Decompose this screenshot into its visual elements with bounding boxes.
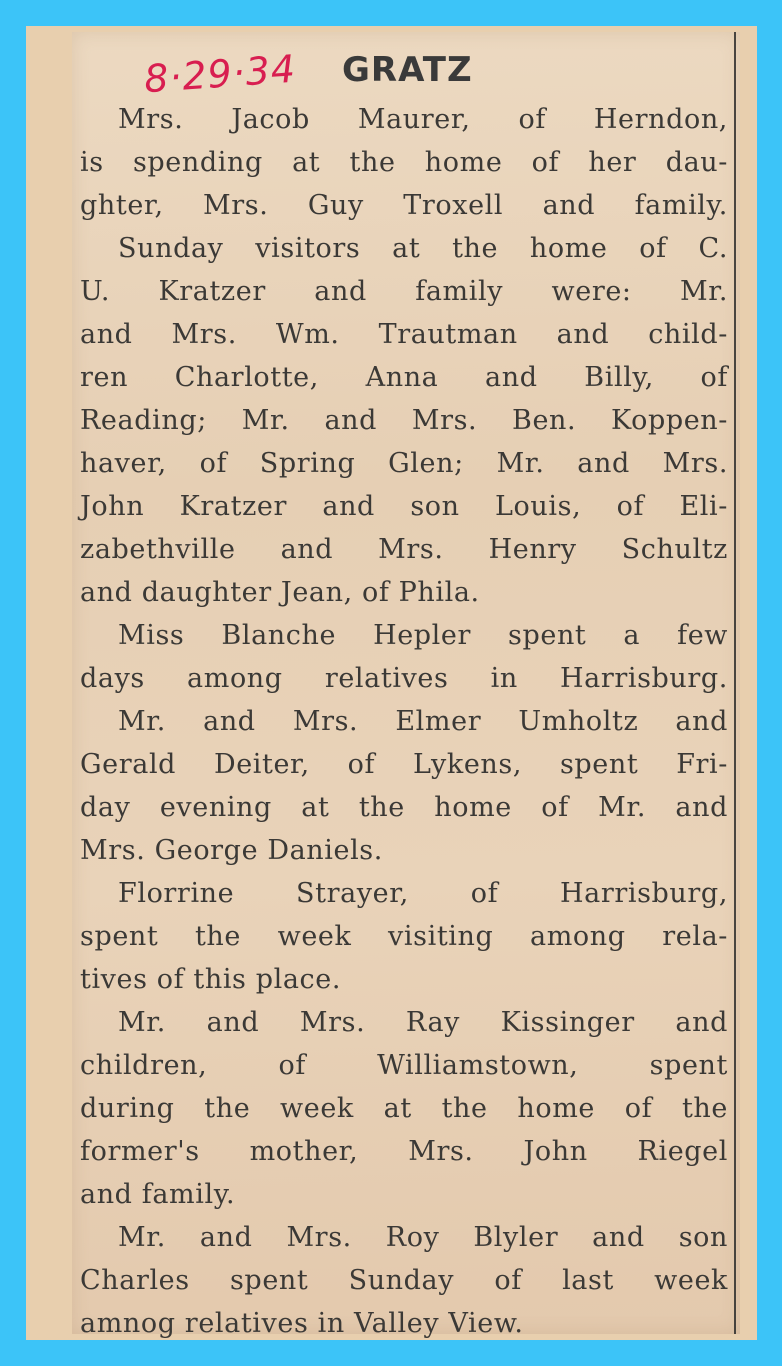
text-line: Mrs. Jacob Maurer, of Herndon, bbox=[118, 104, 728, 135]
text-line: spent the week visiting among rela- bbox=[80, 921, 728, 952]
text-line: ghter, Mrs. Guy Troxell and family. bbox=[80, 190, 728, 221]
paragraph-6 bbox=[80, 1001, 728, 1216]
text-line: Mr. and Mrs. Ray Kissinger and bbox=[118, 1007, 728, 1038]
text-line: Reading; Mr. and Mrs. Ben. Koppen- bbox=[80, 405, 728, 436]
text-line: Mr. and Mrs. Elmer Umholtz and bbox=[118, 706, 728, 737]
text-line: Mrs. George Daniels. bbox=[80, 835, 383, 866]
text-line: Gerald Deiter, of Lykens, spent Fri- bbox=[80, 749, 728, 780]
text-line: children, of Williamstown, spent bbox=[80, 1050, 728, 1081]
paragraph-5 bbox=[80, 872, 728, 1001]
text-line: Mr. and Mrs. Roy Blyler and son bbox=[118, 1222, 728, 1253]
handwritten-date: 8·29·34 bbox=[142, 46, 298, 102]
text-line: U. Kratzer and family were: Mr. bbox=[80, 276, 728, 307]
text-line: and daughter Jean, of Phila. bbox=[80, 577, 480, 608]
paragraph-7 bbox=[80, 1216, 728, 1345]
text-line: Miss Blanche Hepler spent a few bbox=[118, 620, 728, 651]
headline: GRATZ bbox=[342, 50, 473, 90]
text-line: Florrine Strayer, of Harrisburg, bbox=[118, 878, 728, 909]
text-line: during the week at the home of the bbox=[80, 1093, 728, 1124]
text-line: Charles spent Sunday of last week bbox=[80, 1265, 728, 1296]
text-line: amnog relatives in Valley View. bbox=[80, 1308, 524, 1339]
text-line: tives of this place. bbox=[80, 964, 341, 995]
paragraph-3 bbox=[80, 614, 728, 700]
text-line: day evening at the home of Mr. and bbox=[80, 792, 728, 823]
column-rule bbox=[734, 32, 736, 1334]
text-line: days among relatives in Harrisburg. bbox=[80, 663, 728, 694]
text-line: Sunday visitors at the home of C. bbox=[118, 233, 728, 264]
text-line: John Kratzer and son Louis, of Eli- bbox=[80, 491, 728, 522]
text-line: zabethville and Mrs. Henry Schultz bbox=[80, 534, 728, 565]
text-line: haver, of Spring Glen; Mr. and Mrs. bbox=[80, 448, 728, 479]
mat-board bbox=[26, 26, 757, 1340]
text-line: ren Charlotte, Anna and Billy, of bbox=[80, 362, 728, 393]
text-line: and Mrs. Wm. Trautman and child- bbox=[80, 319, 728, 350]
text-line: is spending at the home of her dau- bbox=[80, 147, 728, 178]
article-body bbox=[80, 98, 728, 1345]
paragraph-4 bbox=[80, 700, 728, 872]
text-line: former's mother, Mrs. John Riegel bbox=[80, 1136, 728, 1167]
newspaper-clipping bbox=[72, 32, 740, 1339]
paragraph-2 bbox=[80, 227, 728, 614]
text-line: and family. bbox=[80, 1179, 236, 1210]
paragraph-1 bbox=[80, 98, 728, 227]
